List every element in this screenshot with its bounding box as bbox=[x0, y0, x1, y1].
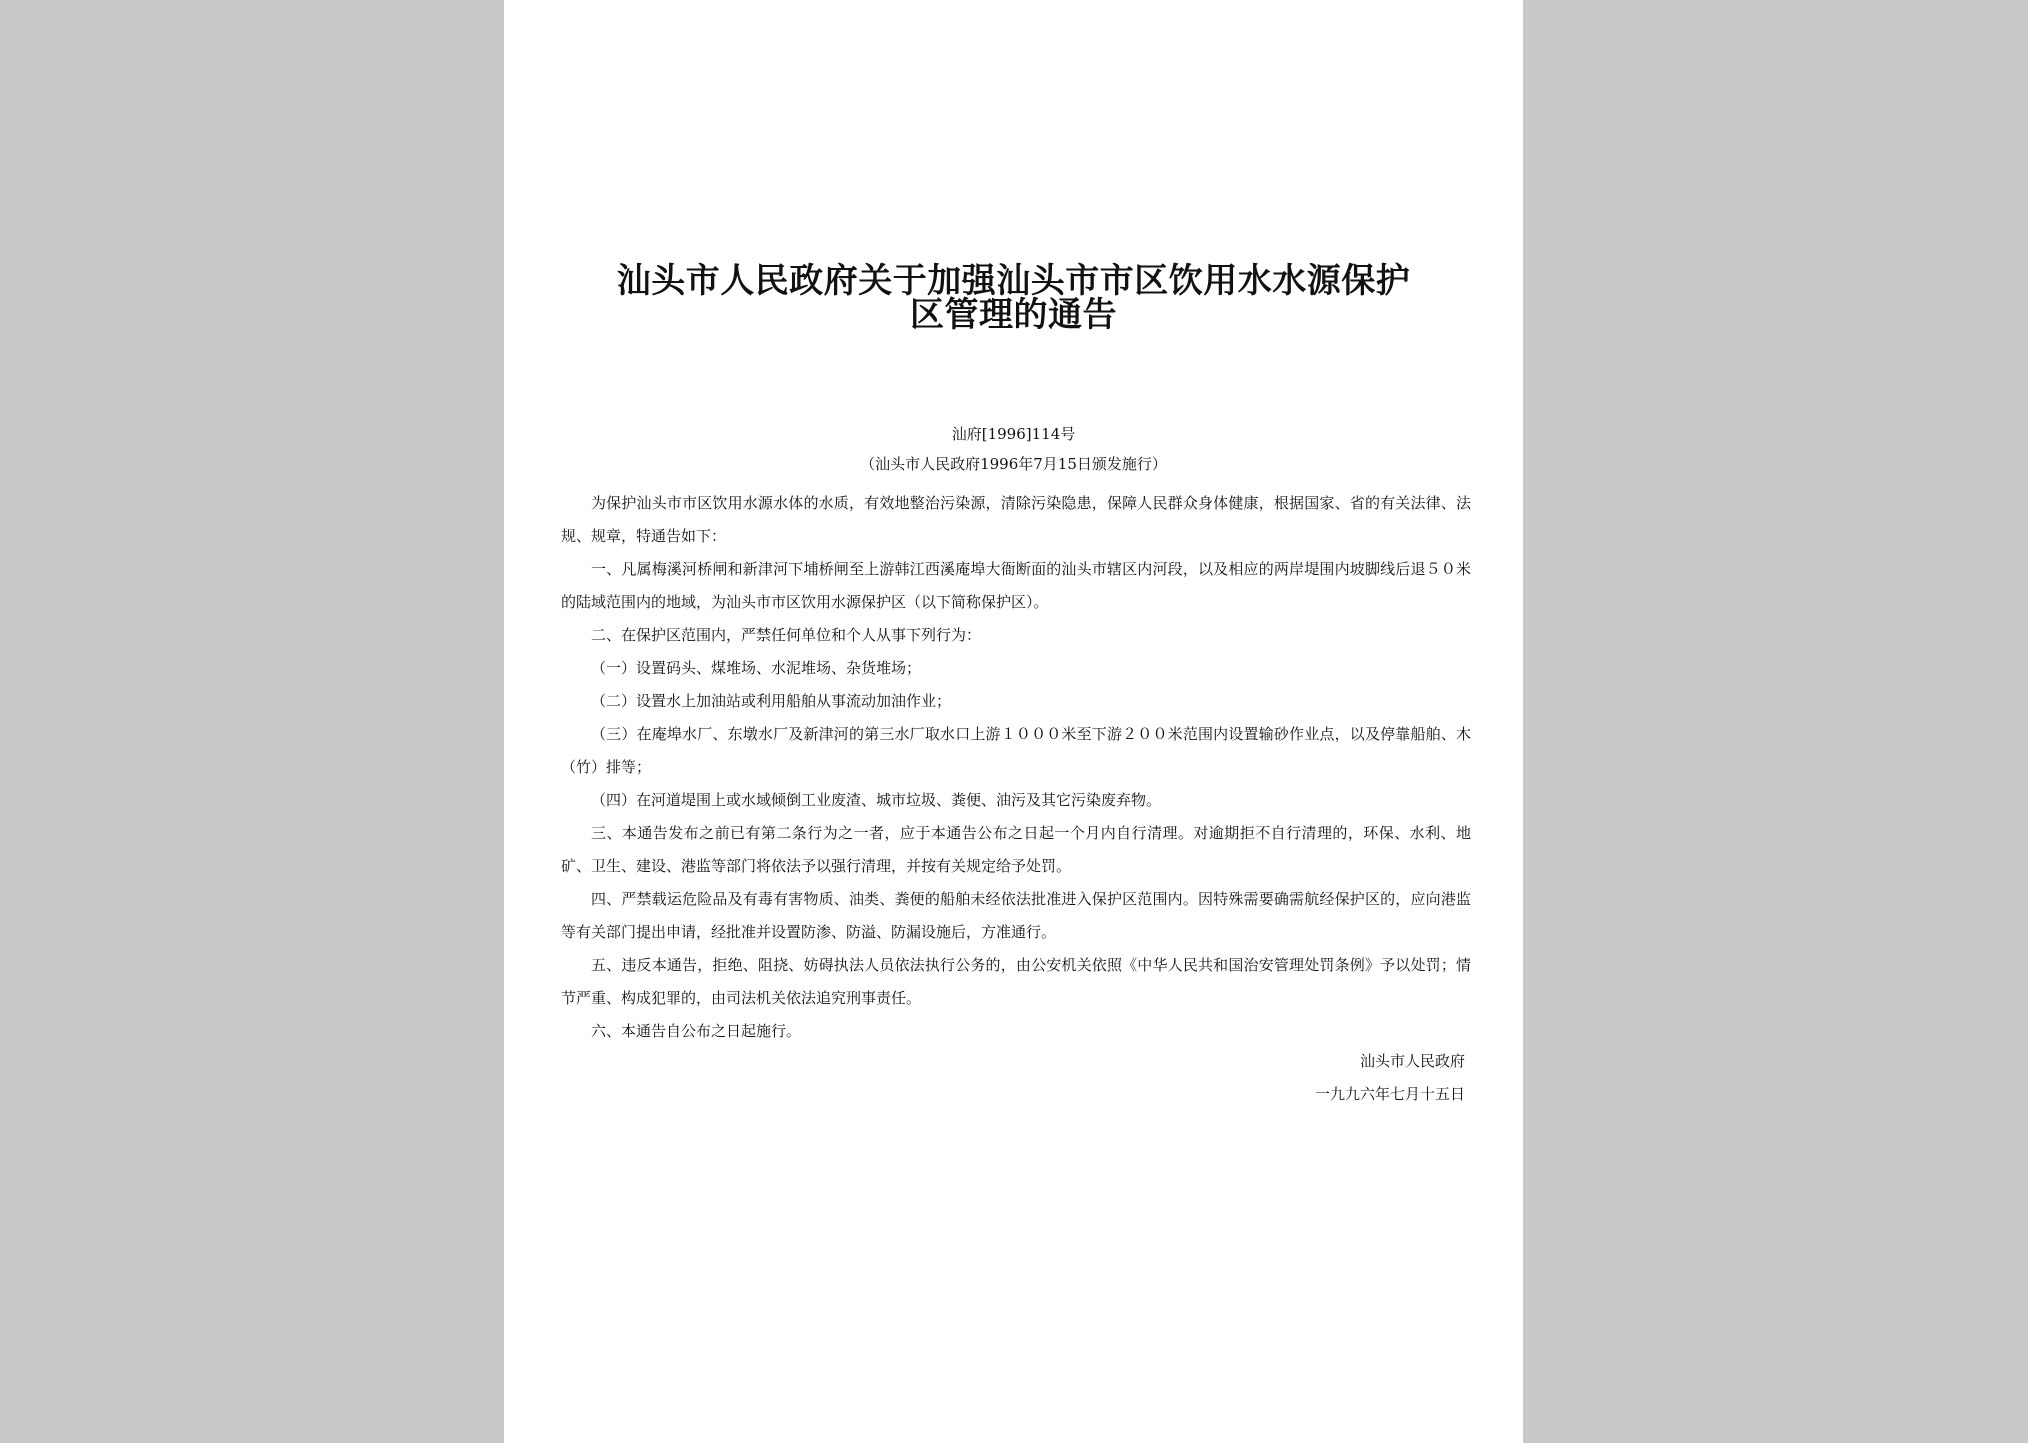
paragraph-article-3: 三、本通告发布之前已有第二条行为之一者，应于本通告公布之日起一个月内自行清理。对逾期拒不自行清理的，环保、水利、地矿、卫生、建设、港监等部门将依法予以强行清理，并按有关规定给予处罚。 bbox=[561, 824, 1471, 875]
signature-org: 汕头市人民政府 bbox=[1359, 1052, 1465, 1070]
paragraph-article-4: 四、严禁载运危险品及有毒有害物质、油类、粪便的船舶未经依法批准进入保护区范围内。因特殊需要确需航经保护区的，应向港监等有关部门提出申请，经批准并设置防渗、防溢、防漏设施后，方准通行。 bbox=[561, 890, 1471, 941]
signature-block bbox=[1315, 1045, 1465, 1111]
paragraph-article-1: 一、凡属梅溪河桥闸和新津河下埔桥闸至上游韩江西溪庵埠大衙断面的汕头市辖区内河段，以及相应的两岸堤围内坡脚线后退５０米的陆域范围内的地域，为汕头市市区饮用水源保护区（以下简称保护区）。 bbox=[561, 560, 1471, 611]
signature-date: 一九九六年七月十五日 bbox=[1314, 1085, 1465, 1103]
document-body bbox=[561, 487, 1471, 1048]
issued-note: （汕头市人民政府1996年7月15日颁发施行） bbox=[860, 455, 1167, 473]
paragraph-article-2: 二、在保护区范围内，严禁任何单位和个人从事下列行为： bbox=[591, 626, 982, 644]
paragraph-article-6: 六、本通告自公布之日起施行。 bbox=[591, 1022, 802, 1040]
title-line-2: 区管理的通告 bbox=[910, 295, 1117, 335]
document-title bbox=[504, 261, 1523, 335]
paragraph-item-4: （四）在河道堤围上或水域倾倒工业废渣、城市垃圾、粪便、油污及其它污染废弃物。 bbox=[591, 791, 1162, 809]
document-page bbox=[504, 0, 1523, 1443]
paragraph-item-1: （一）设置码头、煤堆场、水泥堆场、杂货堆场； bbox=[591, 659, 922, 677]
paragraph-preamble: 为保护汕头市市区饮用水源水体的水质，有效地整治污染源，清除污染隐患，保障人民群众身体健康，根据国家、省的有关法律、法规、规章，特通告如下： bbox=[561, 494, 1471, 545]
title-line-1: 汕头市人民政府关于加强汕头市市区饮用水水源保护 bbox=[616, 261, 1411, 301]
paragraph-article-5: 五、违反本通告，拒绝、阻挠、妨碍执法人员依法执行公务的，由公安机关依照《中华人民共和国治安管理处罚条例》予以处罚；情节严重、构成犯罪的，由司法机关依法追究刑事责任。 bbox=[561, 956, 1471, 1007]
document-number: 汕府[1996]114号 bbox=[951, 425, 1076, 443]
paragraph-item-2: （二）设置水上加油站或利用船舶从事流动加油作业； bbox=[591, 692, 952, 710]
paragraph-item-3: （三）在庵埠水厂、东墩水厂及新津河的第三水厂取水口上游１０００米至下游２００米范围内设置输砂作业点，以及停靠船舶、木（竹）排等； bbox=[561, 725, 1471, 776]
